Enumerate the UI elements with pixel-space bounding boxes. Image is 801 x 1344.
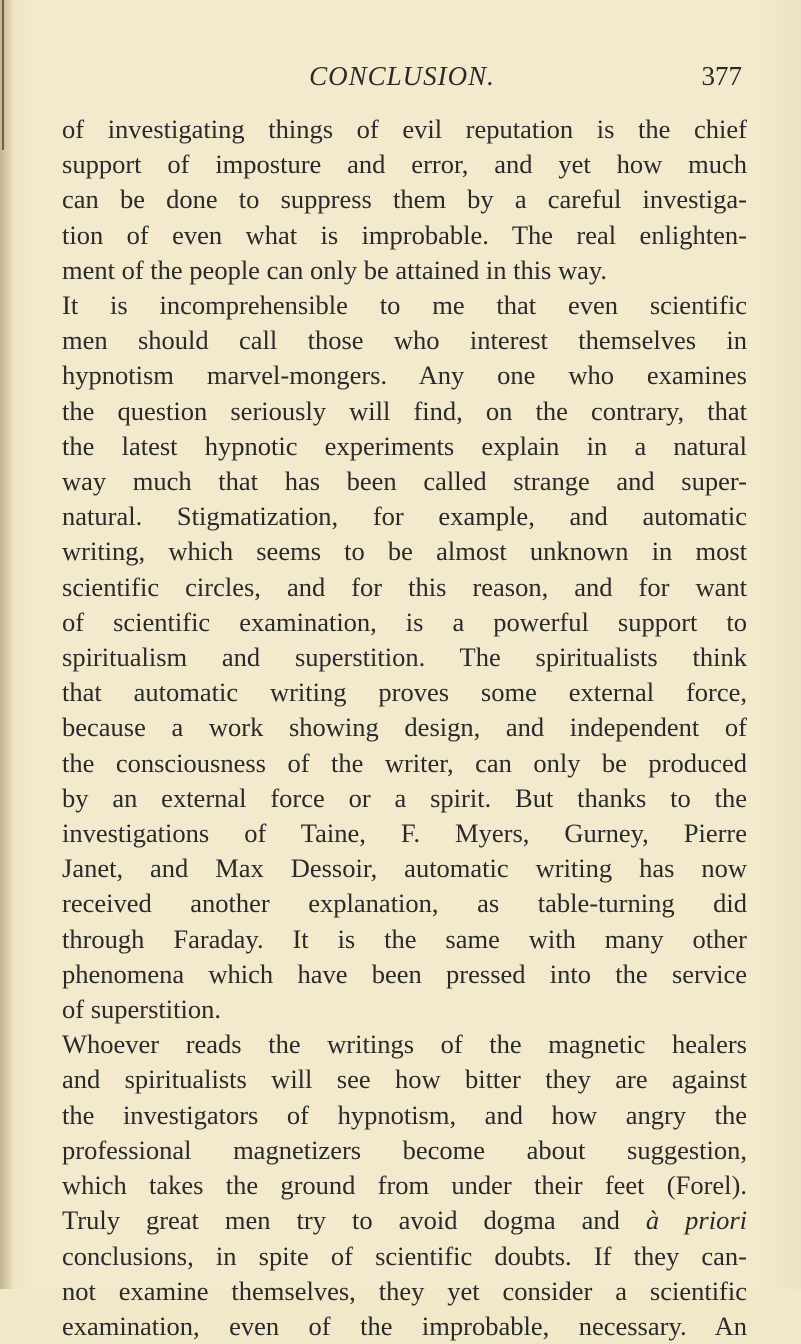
text-line: which takes the ground from under their feet (Forel). [62,1170,747,1201]
running-head: CONCLUSION. [309,61,495,91]
text-line: tion of even what is improbable. The real enlighten- [62,219,747,250]
text-line: support of imposture and error, and yet how much [62,149,747,180]
text-line: that automatic writing proves some external force, [62,677,747,708]
text-line: of superstition. [62,994,221,1025]
text-line: way much that has been called strange and super- [62,466,747,497]
text-line: conclusions, in spite of scientific doubts. If they can- [62,1240,747,1271]
text-line: spiritualism and superstition. The spiritualists think [62,642,747,673]
text-line: writing, which seems to be almost unknown in most [62,536,747,567]
italic-phrase: à priori [645,1205,748,1236]
text-line: received another explanation, as table-turning did [62,888,747,919]
text-line: because a work showing design, and independent of [62,712,747,743]
text-line: investigations of Taine, F. Myers, Gurney, Pierre [62,818,747,849]
text-line: men should call those who interest themselves in [62,325,747,356]
text-line: scientific circles, and for this reason, and for want [62,571,747,602]
text-line: phenomena which have been pressed into the service [62,958,747,989]
text-line: Whoever reads the writings of the magnetic healers [62,1029,747,1060]
body-text [62,112,747,1344]
page-header [62,56,742,96]
text-line: through Faraday. It is the same with many other [62,923,747,954]
text-line: hypnotism marvel-mongers. Any one who examines [62,360,747,391]
text-line: It is incomprehensible to me that even scientific [62,290,747,321]
text-line: examination, even of the improbable, necessary. An [62,1310,747,1341]
text-line: of scientific examination, is a powerful support to [62,606,747,637]
text-fragment: Truly great men try to avoid dogma and [62,1205,620,1236]
text-line: professional magnetizers become about suggestion, [62,1134,747,1165]
text-line-with-italic [62,1203,747,1238]
page-binding-edge [2,0,4,150]
text-line: the latest hypnotic experiments explain in a natural [62,430,747,461]
page-edge-shadow [0,0,14,1289]
text-line: ment of the people can only be attained in this way. [62,254,608,285]
text-line: natural. Stigmatization, for example, and automatic [62,501,747,532]
page-number: 377 [701,61,742,91]
text-line: can be done to suppress them by a careful investiga- [62,184,747,215]
text-line: the investigators of hypnotism, and how angry the [62,1099,747,1130]
text-line: and spiritualists will see how bitter they are against [62,1064,747,1095]
text-line: Janet, and Max Dessoir, automatic writing has now [62,853,747,884]
text-line: of investigating things of evil reputation is the chief [62,114,747,144]
text-line: by an external force or a spirit. But thanks to the [62,782,747,813]
text-line: the consciousness of the writer, can only be produced [62,747,747,778]
text-line: the question seriously will find, on the contrary, that [62,395,747,426]
text-line: not examine themselves, they yet consider a scientific [62,1275,747,1306]
